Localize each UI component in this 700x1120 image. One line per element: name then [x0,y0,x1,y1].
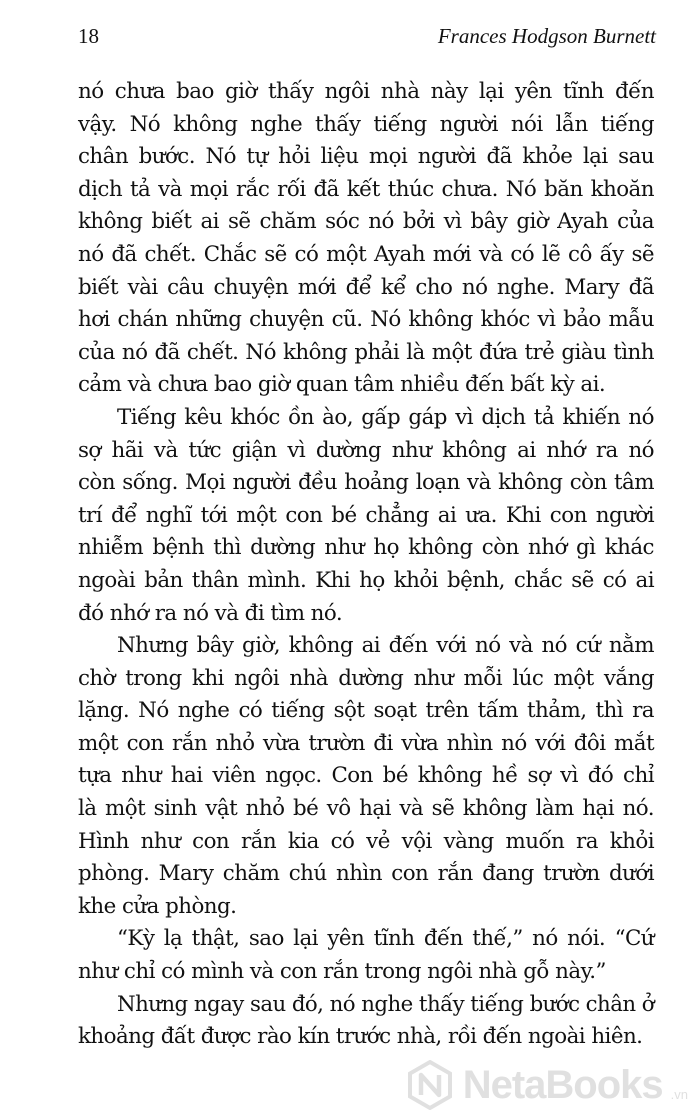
paragraph [78,402,654,630]
text-line: nhiễm bệnh thì dường như họ không còn nhớ gì khác [78,535,654,561]
watermark-suffix: .vn [670,1087,688,1102]
watermark [405,1060,688,1110]
text-line: cảm và chưa bao giờ quan tâm nhiều đến bất kỳ ai. [78,372,606,398]
running-head [78,24,656,52]
paragraph [78,630,654,923]
text-line: của nó đã chết. Nó không phải là một đứa trẻ giàu tình [78,339,654,365]
text-line: khe cửa phòng. [78,893,237,919]
text-line: dịch tả và mọi rắc rối đã kết thúc chưa. Nó băn khoăn [78,176,654,202]
text-line: phòng. Mary chăm chú nhìn con rắn đang trườn dưới [78,861,654,887]
watermark-text: NetaBooks [462,1062,663,1107]
text-line: Nhưng ngay sau đó, nó nghe thấy tiếng bước chân ở [117,991,654,1017]
text-line: chân bước. Nó tự hỏi liệu mọi người đã khỏe lại sau [78,144,654,170]
page-number: 18 [78,24,99,48]
text-line: trí để nghĩ tới một con bé chẳng ai ưa. Khi con người [78,502,654,528]
text-line: không biết ai sẽ chăm sóc nó bởi vì bây giờ Ayah của [78,209,654,235]
text-line: nó đã chết. Chắc sẽ có một Ayah mới và có lẽ cô ấy sẽ [78,241,654,267]
text-line: Tiếng kêu khóc ồn ào, gấp gáp vì dịch tả khiến nó [117,404,654,430]
text-line: Hình như con rắn kia có vẻ vội vàng muốn ra khỏi [78,828,654,854]
text-line: nó chưa bao giờ thấy ngôi nhà này lại yên tĩnh đến [78,79,654,104]
text-line: lặng. Nó nghe có tiếng sột soạt trên tấm thảm, thì ra [78,698,654,724]
body-text [78,76,654,1054]
text-line: biết vài câu chuyện mới để kể cho nó nghe. Mary đã [78,274,654,300]
text-line: vậy. Nó không nghe thấy tiếng người nói lẫn tiếng [78,111,654,137]
author-header: Frances Hodgson Burnett [437,24,656,48]
paragraph [78,76,654,402]
text-line: hơi chán những chuyện cũ. Nó không khóc vì bảo mẫu [78,307,654,333]
text-line: Nhưng bây giờ, không ai đến với nó và nó cứ nằm [117,633,654,659]
text-line: đó nhớ ra nó và đi tìm nó. [78,600,343,626]
text-line: tựa như hai viên ngọc. Con bé không hề sợ vì đó chỉ [78,763,654,789]
text-line: sợ hãi và tức giận vì dường như không ai nhớ ra nó [78,437,654,463]
text-line: như chỉ có mình và con rắn trong ngôi nhà gỗ này.” [78,959,606,985]
text-line: chờ trong khi ngôi nhà dường như mỗi lúc một vắng [78,665,654,691]
text-line: “Kỳ lạ thật, sao lại yên tĩnh đến thế,” nó nói. “Cứ [117,926,654,952]
text-line: ngoài bản thân mình. Khi họ khỏi bệnh, chắc sẽ có ai [78,567,654,593]
paragraph [78,923,654,988]
paragraph [78,989,654,1054]
netabooks-logo-icon [405,1060,455,1110]
text-line: là một sinh vật nhỏ bé vô hại và sẽ không làm hại nó. [78,796,654,822]
text-line: khoảng đất được rào kín trước nhà, rồi đến ngoài hiên. [78,1024,643,1050]
text-line: một con rắn nhỏ vừa trườn đi vừa nhìn nó với đôi mắt [78,730,654,756]
text-line: còn sống. Mọi người đều hoảng loạn và không còn tâm [78,470,654,496]
